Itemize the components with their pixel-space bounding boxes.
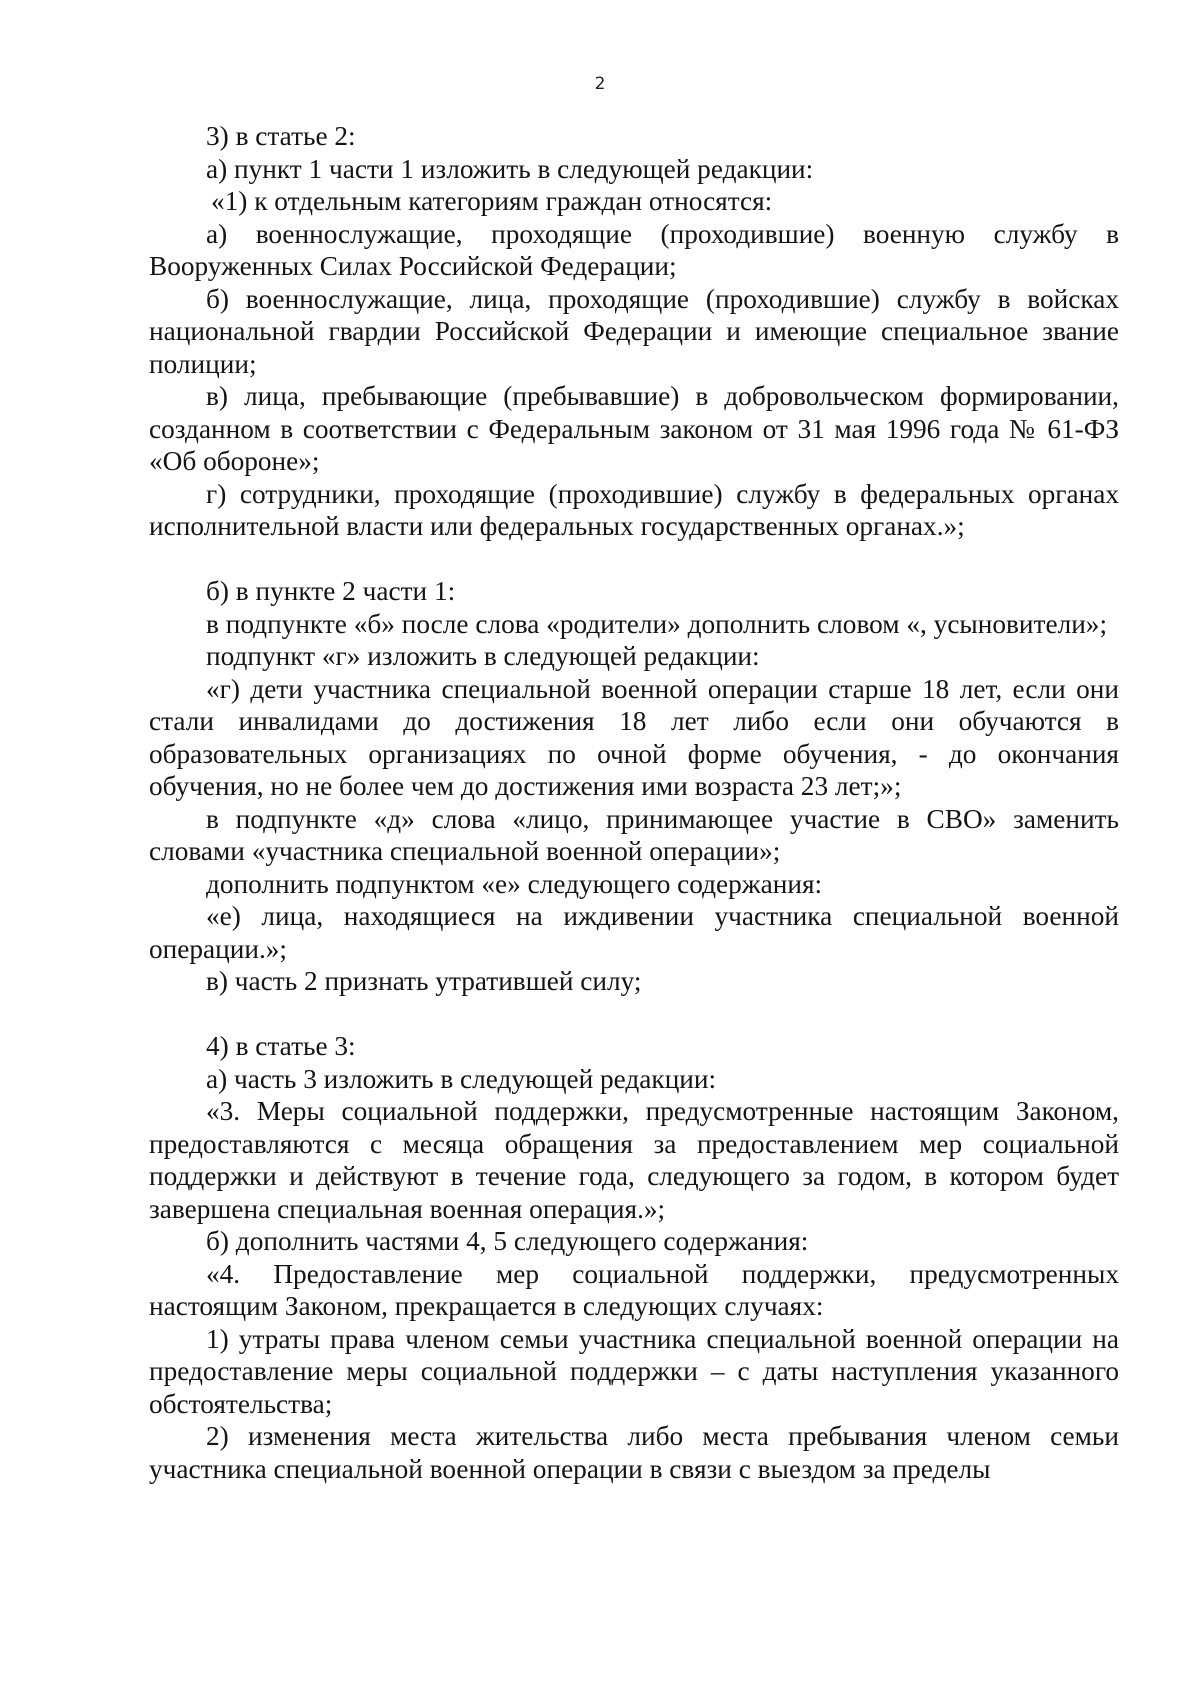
paragraph-article-2-heading: 3) в статье 2: — [206, 121, 356, 151]
document-body — [149, 120, 1119, 1485]
paragraph-article-3-heading: 4) в статье 3: — [206, 1031, 356, 1061]
paragraph-category-g: г) сотрудники, проходящие (проходившие) службу в федеральных органах исполнительной власти или федеральных государственных органах.»; — [149, 478, 1119, 541]
paragraph-subitem-d: в подпункте «д» слова «лицо, принимающее участие в СВО» заменить словами «участника специальной военной операции»; — [149, 803, 1119, 866]
paragraph-subitem-e-heading: дополнить подпунктом «е» следующего содержания: — [206, 868, 823, 899]
paragraph-article-3-item-a: а) часть 3 изложить в следующей редакции: — [206, 1063, 717, 1094]
paragraph-subitem-g-heading: подпункт «г» изложить в следующей редакции: — [206, 641, 760, 671]
paragraph-part-4-case-2: 2) изменения места жительства либо места пребывания членом семьи участника специальной военной операции в связи с выездом за пределы — [149, 1421, 1119, 1484]
paragraph-subitem-e-text: «е) лица, находящиеся на иждивении участника специальной военной операции.»; — [149, 901, 1119, 964]
paragraph-category-v: в) лица, пребывающие (пребывавшие) в добровольческом формировании, созданном в соответствии с Федеральным законом от 31 мая 1996 года № 61-ФЗ «Об обороне»; — [149, 381, 1119, 476]
paragraph-item-a: а) пункт 1 части 1 изложить в следующей редакции: — [206, 153, 814, 184]
paragraph-subitem-b-parents: в подпункте «б» после слова «родители» дополнить словом «, усыновители»; — [206, 608, 1108, 639]
paragraph-article-3-item-b: б) дополнить частями 4, 5 следующего содержания: — [206, 1226, 809, 1256]
paragraph-spacer — [149, 998, 1119, 1031]
paragraph-subitem-g-text: «г) дети участника специальной военной операции старше 18 лет, если они стали инвалидами до достижения 18 лет либо если они обучаются в образовательных организациях по очной форме обучения, - до окончания обучения, но не более чем до достижения ими возраста 23 лет;»; — [149, 673, 1119, 801]
paragraph-part-4-text: «4. Предоставление мер социальной поддержки, предусмотренных настоящим Законом, прекращается в следующих случаях: — [149, 1258, 1119, 1321]
paragraph-part-3-text: «3. Меры социальной поддержки, предусмотренные настоящим Законом, предоставляются с месяца обращения за предоставлением мер социальной поддержки и действуют в течение года, следующего за годом, в котором будет завершена специальная военная операция.»; — [149, 1096, 1119, 1224]
page-number: 2 — [594, 74, 606, 94]
paragraph-category-b: б) военнослужащие, лица, проходящие (проходившие) службу в войсках национальной гвардии Российской Федерации и имеющие специальное звание полиции; — [149, 283, 1119, 379]
paragraph-part-4-case-1: 1) утраты права членом семьи участника специальной военной операции на предоставление меры социальной поддержки – с даты наступления указанного обстоятельства; — [149, 1323, 1119, 1419]
paragraph-item-v: в) часть 2 признать утратившей силу; — [206, 966, 642, 996]
paragraph-spacer — [149, 543, 1119, 576]
paragraph-item-b: б) в пункте 2 части 1: — [206, 576, 456, 606]
paragraph-category-a: а) военнослужащие, проходящие (проходившие) военную службу в Вооруженных Силах Российской Федерации; — [149, 218, 1119, 281]
paragraph-quote-categories: «1) к отдельным категориям граждан относятся: — [211, 186, 773, 216]
